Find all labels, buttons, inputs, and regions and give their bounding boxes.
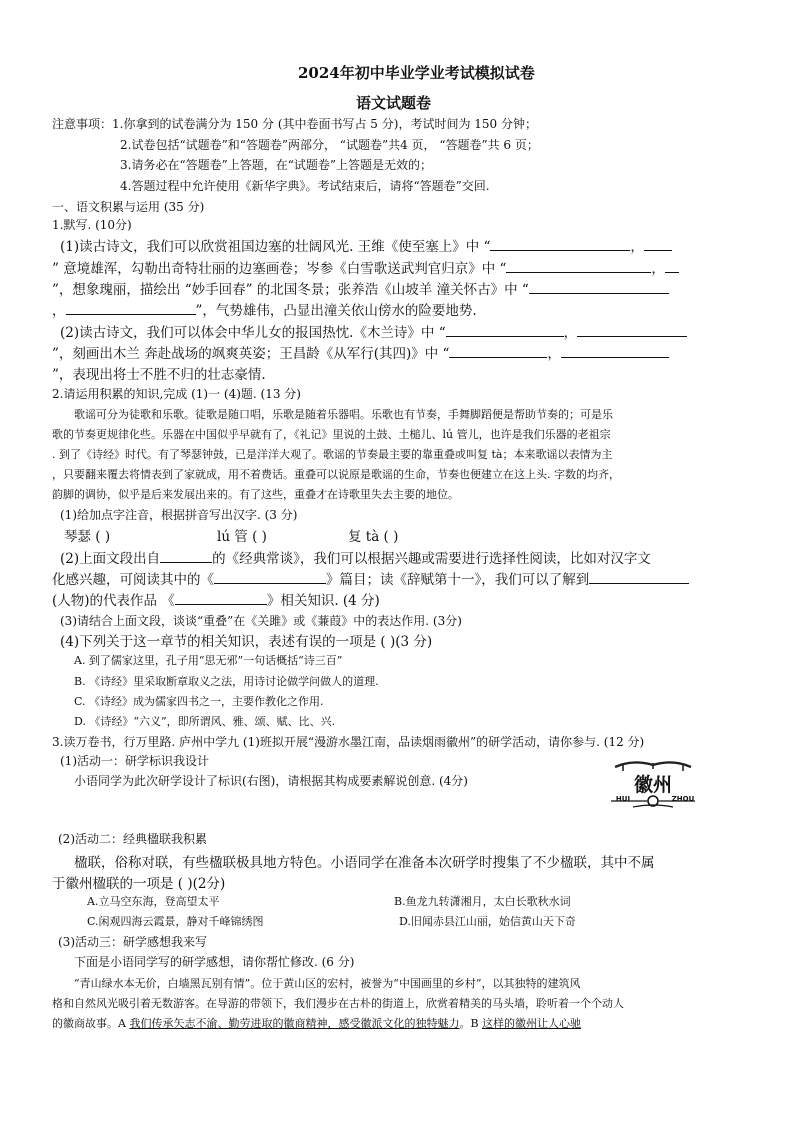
q2-passage-line: ，只要翻来覆去将情表到了家就成，用不着费话。重叠可以说原是歌谣的生命，节奏也便建立在这上头. 字数的均齐， <box>52 468 620 481</box>
logo-text: 徽州 <box>633 774 673 796</box>
q3-essay-line: 格和自然风光吸引着无数游客。在导游的带领下，我们漫步在古朴的街道上，欣赏着精美的马头墙，聆听着一个个动人 <box>52 997 624 1010</box>
q3-act2-line1: 楹联，俗称对联，有些楹联极具地方特色。小语同学在准备本次研学时搜集了不少楹联，其中不属 <box>74 855 655 871</box>
exam-title: 2024年初中毕业学业考试模拟试卷 <box>298 64 535 82</box>
answer-blank[interactable] <box>589 571 689 584</box>
answer-blank[interactable] <box>490 238 630 251</box>
underlined-sentence-a: 我们传承矢志不渝、勤劳进取的徽商精神，感受徽派文化的独特魅力 <box>129 1017 460 1030</box>
q1-p1-line3: ”，想象瑰丽，描绘出 “妙手回春” 的北国冬景；张养浩《山坡羊 潼关怀古》中 “ <box>52 278 669 298</box>
q3-act3-title: (3)活动三：研学感想我来写 <box>58 935 207 949</box>
q3-act2-line2: 于徽州楹联的一项是 ( )(2分) <box>52 876 226 892</box>
answer-blank[interactable] <box>446 324 564 337</box>
q3-act2-title: (2)活动二：经典楹联我积累 <box>58 832 207 846</box>
q2-sub2-line2: 化感兴趣，可阅读其中的《 》篇目；读《辞赋第十一》，我们可以了解到 <box>52 568 689 588</box>
q3-title: 3.读万卷书，行万里路. 庐州中学九 (1)班拟开展“漫游水墨江南，品读烟雨徽州”的研学活动，请你参与. (12 分) <box>52 735 645 749</box>
underlined-sentence-b: 这样的徽州让人心驰 <box>482 1017 582 1030</box>
q1-p1-line1: (1)读古诗文，我们可以欣赏祖国边塞的壮阔风光. 王维《使至塞上》中 “ ， <box>60 235 672 255</box>
q1-p2-line1: (2)读古诗文，我们可以体会中华儿女的报国热忱.《木兰诗》中 “ ， <box>60 321 687 341</box>
answer-blank[interactable] <box>175 592 267 605</box>
answer-blank[interactable] <box>160 550 212 563</box>
answer-blank[interactable] <box>506 260 651 273</box>
q3-act1-title: (1)活动一：研学标识我设计 <box>60 754 209 768</box>
q1-p1-line2: ” 意境雄浑，勾勒出奇特壮丽的边塞画卷；岑参《白雪歌送武判官归京》中 “ ， <box>52 257 679 277</box>
answer-blank[interactable] <box>577 324 687 337</box>
note-4: 4.答题过程中允许使用《新华字典》。考试结束后，请将“答题卷”交回. <box>120 179 490 193</box>
q3-option-c[interactable]: C.闲观四海云霞景，静对千峰锦绣图 <box>87 915 264 928</box>
q2-sub1-item[interactable]: 琴瑟 ( ) <box>64 529 111 545</box>
paper-title: 语文试题卷 <box>356 94 432 112</box>
q2-sub1-title: (1)给加点字注音，根据拼音写出汉字. (3 分) <box>60 508 298 522</box>
q2-sub1-item[interactable]: lú 管 ( ) <box>217 529 267 545</box>
q2-title: 2.请运用积累的知识,完成 (1)一 (4)题. (13 分) <box>52 387 301 401</box>
answer-blank[interactable] <box>66 302 196 315</box>
answer-blank[interactable] <box>665 260 679 273</box>
q2-sub2-line1: (2)上面文段出自 的《经典常谈》，我们可以根据兴趣或需要进行选择性阅读，比如对汉字文 <box>60 551 651 567</box>
q2-sub1-item[interactable]: 复 tà ( ) <box>348 529 399 545</box>
q1-p2-line3: ”，表现出将士不胜不归的壮志豪情. <box>52 367 266 383</box>
q2-passage-line: . 到了《诗经》时代。有了琴瑟钟鼓，已是洋洋大观了。歌谣的节奏最主要的靠重叠或叫复 tà；本来歌谣以表情为主 <box>52 448 613 461</box>
huizhou-logo <box>603 757 703 811</box>
q2-option-c[interactable]: C. 《诗经》成为儒家四书之一，主要作教化之作用. <box>74 695 324 708</box>
q2-option-d[interactable]: D. 《诗经》“六义”，即所谓风、雅、颂、赋、比、兴. <box>74 715 336 728</box>
section-heading: 一、语文积累与运用 (35 分) <box>52 200 205 214</box>
q2-passage-line: 歌谣可分为徒歌和乐歌。徒歌是随口唱，乐歌是随着乐器唱。乐歌也有节奏，手舞脚蹈便是帮助节奏的；可是乐 <box>74 408 613 421</box>
q2-sub2-line3: (人物)的代表作品 《 》相关知识. (4 分) <box>52 593 380 609</box>
q3-option-b[interactable]: B.鱼龙九转潇湘月，太白长歌秋水词 <box>394 895 571 908</box>
answer-blank[interactable] <box>529 281 669 294</box>
q2-option-b[interactable]: B. 《诗经》里采取断章取义之法，用诗讨论做学问做人的道理. <box>74 675 379 688</box>
answer-blank[interactable] <box>561 345 669 358</box>
q3-option-a[interactable]: A.立马空东海，登高望太平 <box>87 895 220 908</box>
logo-text-left: HUI <box>615 795 631 803</box>
q1-title: 1.默写. (10分) <box>52 218 132 232</box>
notes-line-1 <box>52 115 537 132</box>
logo-text-right: ZHOU <box>671 795 695 803</box>
q3-act1-text: 小语同学为此次研学设计了标识(右图)，请根据其构成要素解说创意. (4分) <box>74 774 468 788</box>
q2-passage-line: 韵脚的调协，似乎是后来发展出来的。有了这些，重叠才在诗歌里失去主要的地位。 <box>52 488 459 501</box>
answer-blank[interactable] <box>449 345 547 358</box>
note-1: 1.你拿到的试卷满分为 150 分 (其中卷面书写占 5 分)，考试时间为 150 分钟； <box>112 117 537 131</box>
answer-blank[interactable] <box>644 238 672 251</box>
q2-passage-line: 歌的节奏更规律化些。乐器在中国似乎早就有了，《礼记》里说的土鼓、土槌儿、lú 管儿，也许是我们乐器的老祖宗 <box>52 428 611 441</box>
q2-sub4: (4)下列关于这一章节的相关知识，表述有误的一项是 ( )(3 分) <box>60 634 433 650</box>
answer-blank[interactable] <box>214 571 326 584</box>
notes-label: 注意事项： <box>52 117 113 131</box>
q3-essay-line: 的徽商故事。A 我们传承矢志不渝、勤劳进取的徽商精神，感受徽派文化的独特魅力。B 这样的徽州让人心驰 <box>52 1017 582 1030</box>
q1-p2-line2: ”，刻画出木兰 奔赴战场的飒爽英姿；王昌龄《从军行(其四)》中 “ ， <box>52 342 669 362</box>
q3-option-d[interactable]: D.旧闻赤县江山丽，始信黄山天下奇 <box>399 915 576 928</box>
note-3: 3.请务必在“答题卷”上答题，在“试题卷”上答题是无效的； <box>120 158 432 172</box>
q3-act3-intro: 下面是小语同学写的研学感想，请你帮忙修改. (6 分) <box>74 955 355 969</box>
q2-sub3: (3)请结合上面文段，谈谈“重叠”在《关雎》或《蒹葭》中的表达作用. (3分) <box>60 614 462 628</box>
note-2: 2.试卷包括“试题卷”和“答题卷”两部分， “试题卷”共4 页， “答题卷”共 6 页； <box>120 138 539 152</box>
huizhou-logo-icon <box>603 757 703 811</box>
q2-option-a[interactable]: A. 到了儒家这里，孔子用“思无邪”一句话概括“诗三百” <box>74 654 343 667</box>
q3-essay-line: “青山绿水本无价，白墙黑瓦别有情”。位于黄山区的宏村，被誉为“中国画里的乡村”，以其独特的建筑风 <box>74 977 581 990</box>
q1-p1-line4: ， ”，气势雄伟，凸显出潼关依山傍水的险要地势. <box>52 303 477 319</box>
